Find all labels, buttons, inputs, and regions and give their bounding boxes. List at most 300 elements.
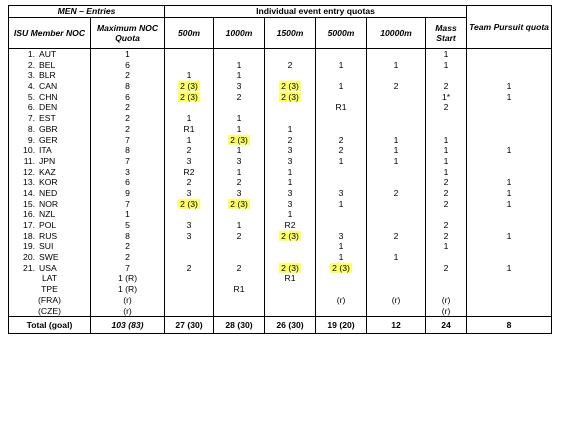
cell-team-pursuit [467, 59, 552, 70]
cell-1500m: 3 [265, 156, 316, 167]
noc-code: POL [39, 220, 57, 231]
table-row [9, 113, 552, 124]
noc-code: SWE [39, 252, 59, 263]
cell-max-quota: 7 [91, 156, 165, 167]
cell-1000m: 2 [214, 262, 265, 273]
cell-team-pursuit: 1 [467, 188, 552, 199]
highlighted-quota: 2 (3) [281, 91, 299, 102]
cell-mass-start: 1 [426, 59, 467, 70]
cell-10000m [367, 198, 426, 209]
cell-5000m [316, 262, 367, 273]
cell-team-pursuit [467, 166, 552, 177]
cell-max-quota: 2 [91, 102, 165, 113]
cell-10000m [367, 305, 426, 316]
table-row [9, 70, 552, 81]
cell-5000m: 2 [316, 145, 367, 156]
cell-1500m [265, 262, 316, 273]
noc-code: AUT [39, 49, 57, 60]
row-number: 19. [23, 241, 35, 252]
nation-cell [9, 124, 91, 135]
noc-code: NOR [39, 198, 59, 209]
cell-500m [165, 209, 214, 220]
noc-code: GER [39, 134, 58, 145]
cell-500m: 2 [165, 177, 214, 188]
cell-5000m: 1 [316, 156, 367, 167]
table-row [9, 91, 552, 102]
cell-500m [165, 252, 214, 263]
cell-1000m [214, 209, 265, 220]
nation-cell [9, 70, 91, 81]
row-number: 8. [27, 123, 35, 134]
highlighted-quota: 2 (3) [281, 230, 299, 241]
nation-cell [9, 230, 91, 241]
noc-code: RUS [39, 230, 58, 241]
cell-max-quota: 1 (R) [91, 273, 165, 284]
cell-5000m: 1 [316, 252, 367, 263]
nation-cell [9, 177, 91, 188]
row-number: 1. [27, 49, 35, 60]
cell-1000m: 1 [214, 166, 265, 177]
cell-500m [165, 284, 214, 295]
cell-1500m [265, 295, 316, 306]
noc-code: TPE [41, 284, 58, 295]
cell-team-pursuit: 1 [467, 91, 552, 102]
cell-1500m: 3 [265, 188, 316, 199]
cell-team-pursuit [467, 102, 552, 113]
row-number: 7. [27, 113, 35, 124]
cell-max-quota: 8 [91, 230, 165, 241]
cell-1500m: R1 [265, 273, 316, 284]
cell-1500m: 1 [265, 124, 316, 135]
cell-1500m [265, 230, 316, 241]
table-row [9, 284, 552, 295]
col-1500m-header: 1500m [265, 17, 316, 48]
table-row [9, 188, 552, 199]
cell-mass-start: (r) [426, 295, 467, 306]
cell-mass-start [426, 252, 467, 263]
total-max: 103 (83) [91, 316, 165, 333]
cell-max-quota: 9 [91, 188, 165, 199]
highlighted-quota: 2 (3) [230, 134, 248, 145]
nation-cell [9, 134, 91, 145]
cell-5000m [316, 70, 367, 81]
cell-5000m [316, 273, 367, 284]
highlighted-quota: 2 (3) [230, 198, 248, 209]
cell-1500m: 3 [265, 198, 316, 209]
cell-500m [165, 81, 214, 92]
cell-team-pursuit [467, 295, 552, 306]
cell-5000m [316, 113, 367, 124]
cell-1500m [265, 91, 316, 102]
cell-team-pursuit: 1 [467, 198, 552, 209]
cell-team-pursuit [467, 220, 552, 231]
noc-code: SUI [39, 241, 54, 252]
cell-10000m [367, 166, 426, 177]
table-row [9, 262, 552, 273]
cell-5000m: 3 [316, 230, 367, 241]
nation-cell [9, 262, 91, 273]
cell-team-pursuit [467, 241, 552, 252]
col-mass-start-header: Mass Start [426, 17, 467, 48]
row-number: 9. [27, 134, 35, 145]
highlighted-quota: 2 (3) [332, 262, 350, 273]
cell-5000m: R1 [316, 102, 367, 113]
col-10000m-header: 10000m [367, 17, 426, 48]
cell-mass-start [426, 113, 467, 124]
row-number: 3. [27, 70, 35, 81]
cell-500m [165, 102, 214, 113]
table-row [9, 124, 552, 135]
cell-mass-start: 1 [426, 145, 467, 156]
cell-mass-start: 2 [426, 188, 467, 199]
cell-10000m: 1 [367, 145, 426, 156]
cell-mass-start: 1 [426, 134, 467, 145]
col-500m-header: 500m [165, 17, 214, 48]
cell-1500m [265, 305, 316, 316]
cell-10000m [367, 124, 426, 135]
cell-10000m [367, 220, 426, 231]
cell-max-quota: 1 (R) [91, 284, 165, 295]
cell-5000m: 1 [316, 81, 367, 92]
cell-team-pursuit [467, 209, 552, 220]
cell-1000m: R1 [214, 284, 265, 295]
cell-500m: 1 [165, 134, 214, 145]
cell-1500m: 1 [265, 209, 316, 220]
cell-1000m: 3 [214, 81, 265, 92]
cell-1000m: 1 [214, 113, 265, 124]
cell-1000m: 2 [214, 177, 265, 188]
nation-cell [9, 102, 91, 113]
nation-cell [9, 198, 91, 209]
table-row [9, 273, 552, 284]
cell-mass-start: 1 [426, 241, 467, 252]
nation-cell [9, 252, 91, 263]
table-row [9, 59, 552, 70]
noc-code: ITA [39, 145, 52, 156]
cell-10000m [367, 102, 426, 113]
cell-mass-start: 2 [426, 177, 467, 188]
noc-code: (CZE) [38, 305, 61, 316]
cell-10000m: 1 [367, 252, 426, 263]
cell-max-quota: 1 [91, 209, 165, 220]
cell-10000m [367, 284, 426, 295]
cell-1000m [214, 305, 265, 316]
cell-500m: 1 [165, 70, 214, 81]
col-member-header: ISU Member NOC [9, 17, 91, 48]
cell-5000m [316, 209, 367, 220]
cell-10000m [367, 262, 426, 273]
cell-max-quota: 6 [91, 91, 165, 102]
cell-5000m: 2 [316, 134, 367, 145]
cell-1500m [265, 113, 316, 124]
total-mass-start: 24 [426, 316, 467, 333]
cell-10000m: 2 [367, 188, 426, 199]
nation-cell [9, 91, 91, 102]
table-row [9, 241, 552, 252]
highlighted-quota: 2 (3) [281, 262, 299, 273]
table-row [9, 145, 552, 156]
cell-500m [165, 198, 214, 209]
cell-1500m [265, 81, 316, 92]
noc-code: DEN [39, 102, 58, 113]
cell-500m: 2 [165, 145, 214, 156]
table-row [9, 102, 552, 113]
cell-1500m [265, 48, 316, 59]
table-row [9, 156, 552, 167]
cell-1500m: 1 [265, 166, 316, 177]
cell-500m: R2 [165, 166, 214, 177]
cell-max-quota: 6 [91, 59, 165, 70]
cell-mass-start: (r) [426, 305, 467, 316]
cell-10000m: 2 [367, 230, 426, 241]
col-5000m-header: 5000m [316, 17, 367, 48]
cell-mass-start: 1 [426, 48, 467, 59]
cell-max-quota: 2 [91, 70, 165, 81]
cell-team-pursuit [467, 124, 552, 135]
row-number: 17. [23, 220, 35, 231]
cell-team-pursuit [467, 305, 552, 316]
cell-10000m [367, 177, 426, 188]
cell-1000m [214, 252, 265, 263]
cell-mass-start [426, 209, 467, 220]
cell-max-quota: 3 [91, 166, 165, 177]
table-row [9, 48, 552, 59]
cell-500m: R1 [165, 124, 214, 135]
nation-cell [9, 156, 91, 167]
cell-500m: 3 [165, 220, 214, 231]
cell-1000m: 1 [214, 145, 265, 156]
cell-5000m: (r) [316, 295, 367, 306]
cell-max-quota: 2 [91, 241, 165, 252]
table-row [9, 252, 552, 263]
cell-team-pursuit [467, 273, 552, 284]
cell-mass-start: 2 [426, 230, 467, 241]
table-row [9, 81, 552, 92]
cell-max-quota: 8 [91, 145, 165, 156]
cell-mass-start: 2 [426, 81, 467, 92]
table-row [9, 230, 552, 241]
cell-5000m [316, 48, 367, 59]
row-number: 13. [23, 177, 35, 188]
cell-max-quota: 2 [91, 113, 165, 124]
row-number: 2. [27, 59, 35, 70]
cell-10000m [367, 91, 426, 102]
row-number: 18. [23, 230, 35, 241]
cell-10000m: 2 [367, 81, 426, 92]
nation-cell [9, 241, 91, 252]
total-500m: 27 (30) [165, 316, 214, 333]
cell-10000m [367, 241, 426, 252]
nation-cell [9, 305, 91, 316]
col-max-quota-header: Maximum NOC Quota [91, 17, 165, 48]
cell-team-pursuit: 1 [467, 262, 552, 273]
cell-mass-start: 2 [426, 220, 467, 231]
noc-code: NED [39, 187, 58, 198]
cell-10000m: 1 [367, 156, 426, 167]
row-number: 20. [23, 252, 35, 263]
highlighted-quota: 2 (3) [180, 91, 198, 102]
highlighted-quota: 2 (3) [281, 81, 299, 92]
row-number: 12. [23, 166, 35, 177]
nation-cell [9, 59, 91, 70]
cell-500m [165, 305, 214, 316]
cell-team-pursuit [467, 113, 552, 124]
cell-1000m [214, 295, 265, 306]
cell-team-pursuit [467, 48, 552, 59]
row-number: 6. [27, 102, 35, 113]
group-title: Individual event entry quotas [165, 6, 467, 18]
nation-cell [9, 284, 91, 295]
cell-team-pursuit [467, 156, 552, 167]
nation-cell [9, 166, 91, 177]
total-1500m: 26 (30) [265, 316, 316, 333]
cell-1000m: 2 [214, 91, 265, 102]
total-10000m: 12 [367, 316, 426, 333]
col-1000m-header: 1000m [214, 17, 265, 48]
cell-max-quota: 2 [91, 252, 165, 263]
cell-5000m [316, 284, 367, 295]
nation-cell [9, 81, 91, 92]
cell-max-quota: (r) [91, 305, 165, 316]
cell-1500m [265, 252, 316, 263]
cell-1000m [214, 134, 265, 145]
cell-mass-start: 1 [426, 166, 467, 177]
nation-cell [9, 48, 91, 59]
cell-mass-start: 1 [426, 156, 467, 167]
cell-max-quota: 2 [91, 124, 165, 135]
cell-500m: 3 [165, 188, 214, 199]
noc-code: JPN [39, 155, 56, 166]
cell-10000m: 1 [367, 59, 426, 70]
noc-code: KAZ [39, 166, 56, 177]
noc-code: GBR [39, 123, 58, 134]
noc-code: KOR [39, 177, 58, 188]
cell-1000m: 1 [214, 59, 265, 70]
cell-500m: 3 [165, 156, 214, 167]
cell-5000m: 1 [316, 198, 367, 209]
table-row [9, 166, 552, 177]
cell-500m: 2 [165, 262, 214, 273]
cell-max-quota: 7 [91, 198, 165, 209]
cell-500m [165, 295, 214, 306]
table-row [9, 177, 552, 188]
cell-1000m [214, 198, 265, 209]
cell-team-pursuit: 1 [467, 230, 552, 241]
cell-10000m: (r) [367, 295, 426, 306]
entries-table-container [8, 5, 552, 334]
noc-code: CHN [39, 91, 58, 102]
cell-1000m [214, 241, 265, 252]
cell-mass-start: 2 [426, 102, 467, 113]
cell-team-pursuit: 1 [467, 145, 552, 156]
cell-mass-start [426, 124, 467, 135]
cell-1500m [265, 102, 316, 113]
cell-500m [165, 91, 214, 102]
noc-code: CAN [39, 81, 58, 92]
cell-mass-start [426, 284, 467, 295]
cell-team-pursuit [467, 252, 552, 263]
cell-5000m: 3 [316, 188, 367, 199]
cell-500m [165, 48, 214, 59]
nation-cell [9, 188, 91, 199]
cell-max-quota: 6 [91, 177, 165, 188]
cell-max-quota: 7 [91, 134, 165, 145]
total-team-pursuit: 8 [467, 316, 552, 333]
cell-max-quota: (r) [91, 295, 165, 306]
cell-team-pursuit: 1 [467, 81, 552, 92]
table-row [9, 220, 552, 231]
cell-5000m [316, 166, 367, 177]
noc-code: LAT [41, 273, 58, 284]
total-1000m: 28 (30) [214, 316, 265, 333]
noc-code: EST [39, 113, 56, 124]
nation-cell [9, 295, 91, 306]
cell-500m [165, 59, 214, 70]
table-row [9, 198, 552, 209]
cell-1500m: 3 [265, 145, 316, 156]
cell-10000m [367, 113, 426, 124]
row-number: 11. [23, 155, 35, 166]
table-body [9, 48, 552, 316]
cell-max-quota: 5 [91, 220, 165, 231]
cell-1000m: 1 [214, 124, 265, 135]
cell-10000m [367, 70, 426, 81]
men-entries-table [8, 5, 552, 334]
cell-5000m [316, 305, 367, 316]
row-number: 10. [23, 145, 35, 156]
col-team-header: Team Pursuit quota [467, 6, 552, 49]
cell-500m [165, 273, 214, 284]
cell-team-pursuit [467, 70, 552, 81]
cell-5000m [316, 91, 367, 102]
cell-1000m [214, 48, 265, 59]
row-number: 15. [23, 198, 35, 209]
cell-500m: 1 [165, 113, 214, 124]
section-title: MEN – Entries [9, 6, 165, 18]
table-row [9, 134, 552, 145]
row-number: 21. [23, 262, 35, 273]
row-number: 5. [27, 91, 35, 102]
cell-mass-start: 2 [426, 262, 467, 273]
cell-10000m [367, 48, 426, 59]
nation-cell [9, 145, 91, 156]
cell-1500m [265, 70, 316, 81]
cell-1500m: 2 [265, 134, 316, 145]
cell-team-pursuit: 1 [467, 177, 552, 188]
noc-code: NZL [39, 209, 56, 220]
cell-max-quota: 7 [91, 262, 165, 273]
nation-cell [9, 209, 91, 220]
total-5000m: 19 (20) [316, 316, 367, 333]
noc-code: BEL [39, 59, 56, 70]
cell-team-pursuit [467, 284, 552, 295]
cell-1000m: 1 [214, 220, 265, 231]
cell-5000m: 1 [316, 59, 367, 70]
highlighted-quota: 2 (3) [180, 81, 198, 92]
cell-1500m [265, 284, 316, 295]
cell-10000m: 1 [367, 134, 426, 145]
cell-1000m: 3 [214, 188, 265, 199]
row-number: 16. [23, 209, 35, 220]
cell-mass-start: 1* [426, 91, 467, 102]
cell-500m: 3 [165, 230, 214, 241]
nation-cell [9, 220, 91, 231]
cell-1000m: 1 [214, 70, 265, 81]
highlighted-quota: 2 (3) [180, 198, 198, 209]
cell-10000m [367, 273, 426, 284]
cell-1000m: 3 [214, 156, 265, 167]
noc-code: (FRA) [38, 294, 61, 305]
